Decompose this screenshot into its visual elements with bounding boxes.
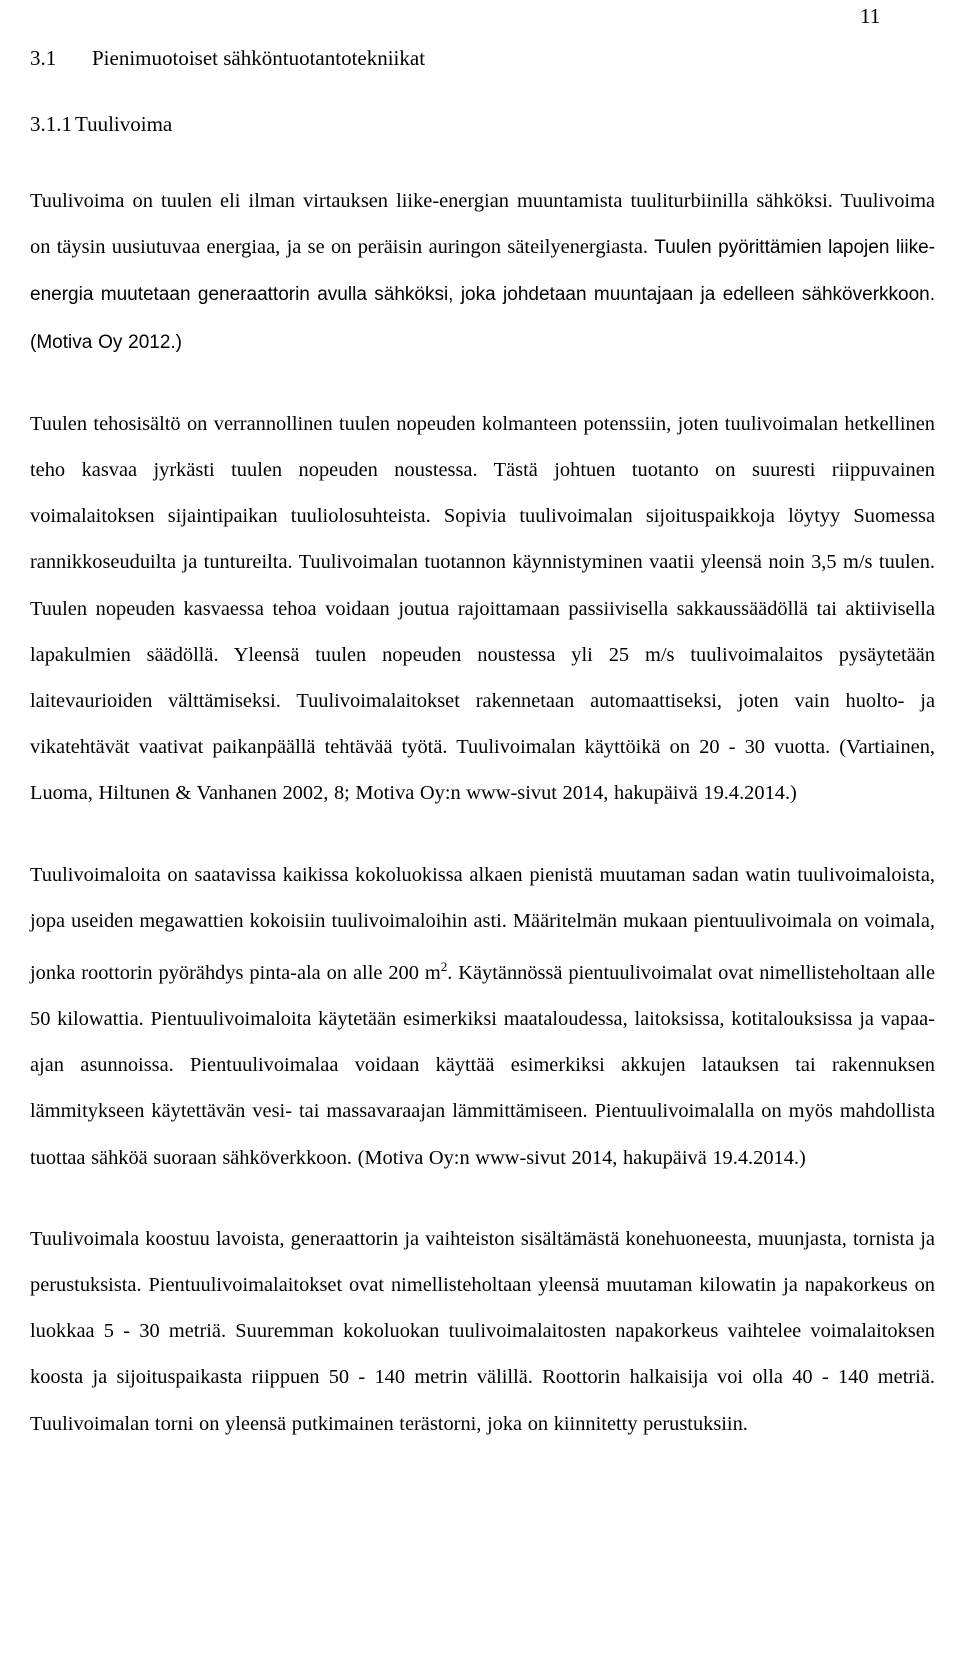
superscript: 2 (440, 959, 448, 975)
subsection-number: 3.1.1 (30, 112, 72, 136)
paragraph-intro (30, 178, 935, 366)
paragraph-intro-sans: Tuulen pyörittämien lapojen liike-energia muutetaan generaattorin avulla sähköksi, joka johdetaan muuntajaan ja edelleen sähköverkkoon. (Motiva Oy 2012.) (30, 237, 935, 353)
paragraph-wind-power-content: Tuulen tehosisältö on verrannollinen tuulen nopeuden kolmanteen potenssiin, joten tuulivoimalan hetkellinen teho kasvaa jyrkästi tuulen nopeuden noustessa. Tästä johtuen tuotanto on suuresti riippuvainen voimalaitoksen sijaintipaikan tuuliolosuhteista. Sopivia tuulivoimalan sijoituspaikkoja löytyy Suomessa rannikkoseuduilta ja tuntureilta. Tuulivoimalan tuotannon käynnistyminen vaatii yleensä noin 3,5 m/s tuulen. Tuulen nopeuden kasvaessa tehoa voidaan joutua rajoittamaan passiivisella sakkaussäädöllä tai aktiivisella lapakulmien säädöllä. Yleensä tuulen nopeuden noustessa yli 25 m/s tuulivoimalaitos pysäytetään laitevaurioiden välttämiseksi. Tuulivoimalaitokset rakennetaan automaattiseksi, joten vain huolto- ja vikatehtävät vaativat paikanpäällä tehtävää työtä. Tuulivoimalan käyttöikä on 20 - 30 vuotta. (Vartiainen, Luoma, Hiltunen & Vanhanen 2002, 8; Motiva Oy:n www-sivut 2014, hakupäivä 19.4.2014.) (30, 412, 935, 805)
page-number: 11 (860, 4, 881, 28)
subsection-heading (30, 106, 935, 142)
subsection-title: Tuulivoima (75, 112, 173, 136)
paragraph-small-wind (30, 852, 935, 1181)
section-heading (30, 40, 935, 76)
paragraph-intro-serif: Tuulivoima on tuulen eli ilman virtauksen liike-energian muuntamista tuuliturbiinilla sähköksi. Tuulivoima on täysin uusiutuvaa energiaa, ja se on peräisin auringon säteilyenergiasta. (30, 190, 935, 259)
document-body (30, 40, 935, 1447)
section-title: Pienimuotoiset sähköntuotantotekniikat (92, 46, 426, 70)
paragraph-small-wind-part2: . Käytännössä pientuulivoimalat ovat nimellisteholtaan alle 50 kilowattia. Pientuulivoimaloita käytetään esimerkiksi maataloudessa, laitoksissa, kotitalouksissa ja vapaa-ajan asunnoissa. Pientuulivoimalaa voidaan käyttää esimerkiksi akkujen latauksen tai rakennuksen lämmitykseen käytettävän vesi- tai massavaraajan lämmittämiseen. Pientuulivoimalalla on myös mahdollista tuottaa sähköä suoraan sähköverkkoon. (Motiva Oy:n www-sivut 2014, hakupäivä 19.4.2014.) (30, 961, 935, 1169)
paragraph-small-wind-part1: Tuulivoimaloita on saatavissa kaikissa kokoluokissa alkaen pienistä muutaman sadan watin tuulivoimaloista, jopa useiden megawattien kokoisiin tuulivoimaloihin asti. Määritelmän mukaan pientuulivoimala on voimala, jonka roottorin pyörähdys pinta-ala on alle 200 m (30, 863, 935, 984)
paragraph-structure: Tuulivoimala koostuu lavoista, generaattorin ja vaihteiston sisältämästä konehuoneesta, muunjasta, tornista ja perustuksista. Pientuulivoimalaitokset ovat nimellisteholtaan yleensä muutaman kilowatin ja napakorkeus on luokkaa 5 - 30 metriä. Suuremman kokoluokan tuulivoimalaitosten napakorkeus vaihtelee voimalaitoksen koosta ja sijoituspaikasta riippuen 50 - 140 metrin välillä. Roottorin halkaisija voi olla 40 - 140 metriä. Tuulivoimalan torni on yleensä putkimainen terästorni, joka on kiinnitetty perustuksiin. (30, 1227, 935, 1435)
section-number: 3.1 (30, 46, 57, 70)
